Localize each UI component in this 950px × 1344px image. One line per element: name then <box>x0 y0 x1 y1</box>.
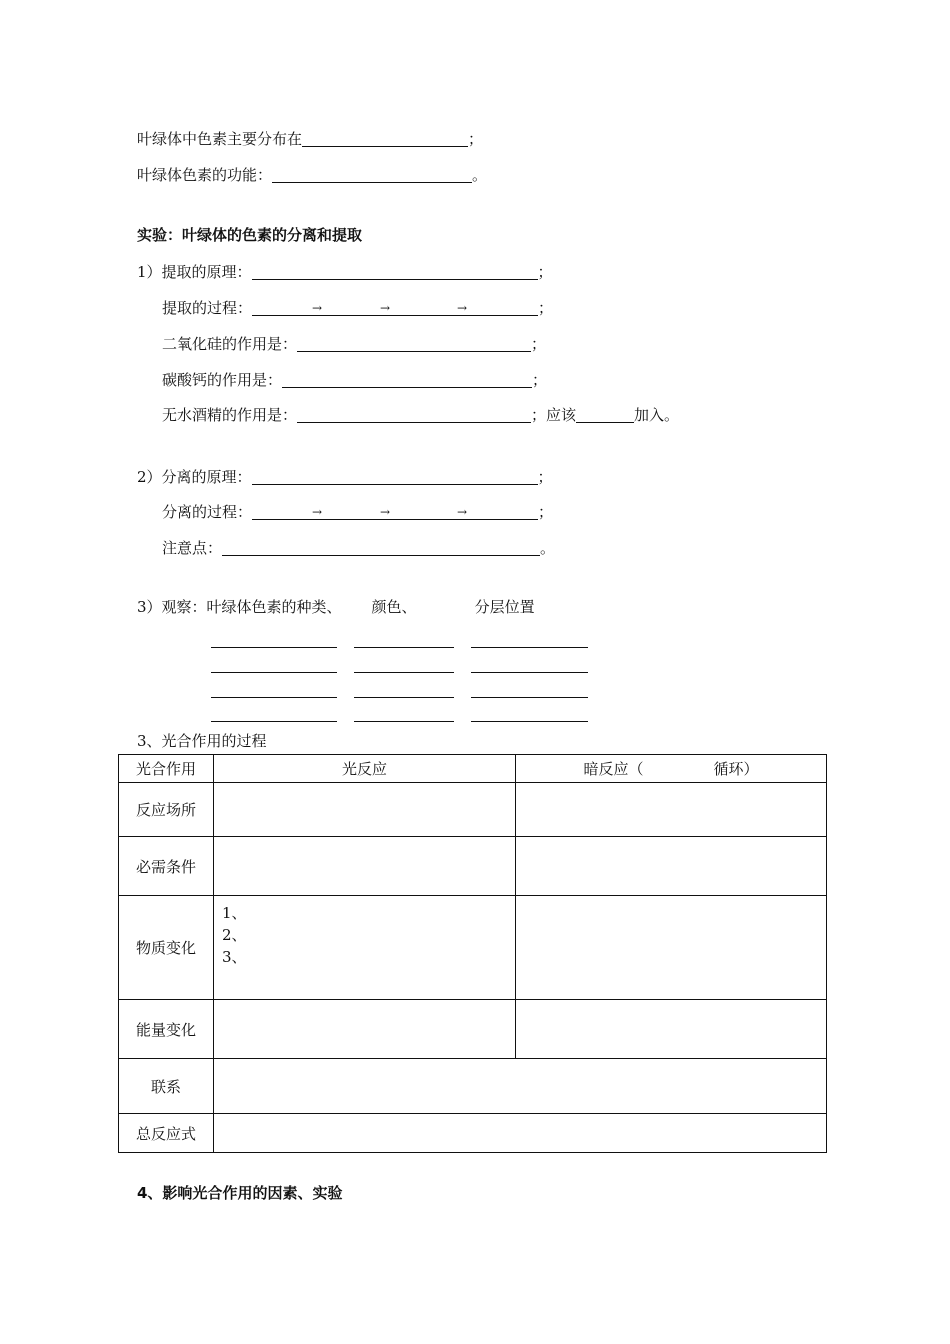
observe-line <box>137 597 535 617</box>
pigment-function-end: 。 <box>472 166 488 184</box>
separate-principle-end: ； <box>537 468 553 486</box>
caco3-label: 碳酸钙的作用是： <box>162 371 283 389</box>
separate-notes-end: 。 <box>540 539 556 557</box>
ethanol-blank[interactable] <box>297 406 531 423</box>
observe-position-label: 分层位置 <box>474 598 535 616</box>
observe-color-label: 颜色、 <box>371 598 417 616</box>
table-row-site <box>119 783 827 837</box>
header-light-reaction: 光反应 <box>214 755 516 783</box>
ethanol-timing-blank[interactable] <box>576 406 634 423</box>
matter-step-2: 2、 <box>222 926 247 944</box>
sio2-blank[interactable] <box>297 335 531 352</box>
separate-process-end: ； <box>538 503 554 521</box>
observe-color-blank-1[interactable] <box>354 647 454 648</box>
row-site-label: 反应场所 <box>119 783 214 837</box>
observe-position-blank-4[interactable] <box>471 721 588 722</box>
separate-notes-blank[interactable] <box>222 539 540 556</box>
dark-conditions-cell[interactable] <box>516 837 827 896</box>
table-row-conditions <box>119 837 827 896</box>
table-row-overall <box>119 1114 827 1153</box>
matter-step-3: 3、 <box>222 948 247 966</box>
table-row-matter <box>119 896 827 1000</box>
extract-principle-label: 1）提取的原理： <box>137 263 252 281</box>
matter-steps <box>214 896 515 968</box>
separate-process-blank[interactable] <box>252 503 538 520</box>
table-header-row <box>119 755 827 783</box>
extract-principle-line <box>137 260 553 280</box>
ethanol-end: 加入。 <box>634 406 680 424</box>
pigment-function-blank[interactable] <box>272 166 472 183</box>
relation-cell[interactable] <box>214 1059 827 1114</box>
pigment-location-label: 叶绿体中色素主要分布在 <box>137 130 303 148</box>
observe-type-blank-2[interactable] <box>211 672 337 673</box>
arrow-icon: → <box>312 301 323 315</box>
pigment-function-line <box>137 163 487 183</box>
separate-principle-blank[interactable] <box>252 468 538 485</box>
observe-position-blank-2[interactable] <box>471 672 588 673</box>
extract-principle-end: ； <box>537 263 553 281</box>
arrow-icon: → <box>312 505 323 519</box>
observe-color-blank-3[interactable] <box>354 697 454 698</box>
separate-principle-line <box>137 465 553 485</box>
header-photosynthesis: 光合作用 <box>119 755 214 783</box>
caco3-end: ； <box>532 371 548 389</box>
row-relation-label: 联系 <box>119 1059 214 1114</box>
pigment-location-line <box>137 127 483 147</box>
separate-notes-label: 注意点： <box>162 539 223 557</box>
dark-site-cell[interactable] <box>516 783 827 837</box>
caco3-line <box>162 368 547 388</box>
matter-step-1: 1、 <box>222 904 247 922</box>
section4-title: 4、影响光合作用的因素、实验 <box>137 1184 343 1202</box>
extract-principle-blank[interactable] <box>252 263 538 280</box>
section3-title: 3、光合作用的过程 <box>137 732 267 750</box>
header-dark-suffix: 循环） <box>713 760 759 778</box>
row-conditions-label: 必需条件 <box>119 837 214 896</box>
arrow-icon: → <box>457 505 468 519</box>
observe-type-blank-3[interactable] <box>211 697 337 698</box>
caco3-blank[interactable] <box>282 371 532 388</box>
observe-label: 3）观察：叶绿体色素的种类、 <box>137 598 342 616</box>
ethanol-line <box>162 403 679 423</box>
ethanol-label: 无水酒精的作用是： <box>162 406 298 424</box>
arrow-icon: → <box>380 505 391 519</box>
ethanol-mid: ；应该 <box>531 406 577 424</box>
observe-type-blank-4[interactable] <box>211 721 337 722</box>
arrow-icon: → <box>380 301 391 315</box>
experiment-title: 实验：叶绿体的色素的分离和提取 <box>137 226 363 244</box>
table-row-relation <box>119 1059 827 1114</box>
pigment-location-end: ； <box>468 130 484 148</box>
observe-position-blank-1[interactable] <box>471 647 588 648</box>
light-conditions-cell[interactable] <box>214 837 516 896</box>
dark-matter-cell[interactable] <box>516 896 827 1000</box>
header-dark-reaction <box>516 755 827 783</box>
pigment-function-label: 叶绿体色素的功能： <box>137 166 273 184</box>
extract-process-line <box>162 296 553 316</box>
separate-process-line <box>162 500 553 520</box>
extract-process-end: ； <box>538 299 554 317</box>
observe-color-blank-4[interactable] <box>354 721 454 722</box>
photosynthesis-table <box>118 754 827 1153</box>
arrow-icon: → <box>457 301 468 315</box>
observe-position-blank-3[interactable] <box>471 697 588 698</box>
row-matter-label: 物质变化 <box>119 896 214 1000</box>
light-site-cell[interactable] <box>214 783 516 837</box>
sio2-line <box>162 332 546 352</box>
dark-energy-cell[interactable] <box>516 1000 827 1059</box>
header-dark-prefix: 暗反应（ <box>583 760 644 778</box>
separate-notes-line <box>162 536 555 556</box>
observe-color-blank-2[interactable] <box>354 672 454 673</box>
extract-process-label: 提取的过程： <box>162 299 253 317</box>
row-overall-label: 总反应式 <box>119 1114 214 1153</box>
overall-equation-cell[interactable] <box>214 1114 827 1153</box>
pigment-location-blank[interactable] <box>302 130 468 147</box>
separate-principle-label: 2）分离的原理： <box>137 468 252 486</box>
separate-process-label: 分离的过程： <box>162 503 253 521</box>
table-row-energy <box>119 1000 827 1059</box>
sio2-label: 二氧化硅的作用是： <box>162 335 298 353</box>
light-matter-cell[interactable] <box>214 896 516 1000</box>
extract-process-blank[interactable] <box>252 299 538 316</box>
light-energy-cell[interactable] <box>214 1000 516 1059</box>
observe-type-blank-1[interactable] <box>211 647 337 648</box>
sio2-end: ； <box>531 335 547 353</box>
row-energy-label: 能量变化 <box>119 1000 214 1059</box>
